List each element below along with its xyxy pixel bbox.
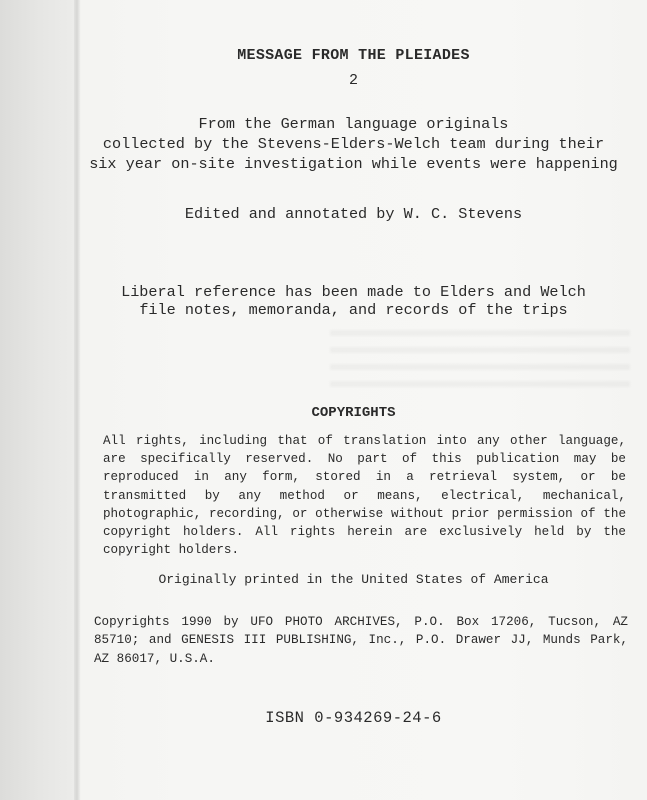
reference-line: file notes, memoranda, and records of the trips [139,301,568,319]
origin-line: collected by the Stevens-Elders-Welch team during their [102,135,605,153]
rights-paragraph: All rights, including that of translation into any other language, are specifically reserved. No part of this publication may be reproduced in any form, stored in a retrieval system, or be transmitted by any method or means, electrical, mechanical, photographic, recording, or otherwise without prior permission of the copyright holders. All rights herein are exclusively held by the copyright holders. [103,434,626,558]
isbn-number: ISBN 0-934269-24-6 [265,709,442,727]
printed-in-statement: Originally printed in the United States of America [158,572,549,587]
show-through-text [330,330,630,390]
book-title: MESSAGE FROM THE PLEIADES [237,47,470,64]
copyright-holders-paragraph: Copyrights 1990 by UFO PHOTO ARCHIVES, P.O. Box 17206, Tucson, AZ 85710; and GENESIS III PUBLISHING, Inc., P.O. Drawer JJ, Munds Park, AZ 86017, U.S.A. [94,615,628,666]
reference-line: Liberal reference has been made to Elders and Welch [121,283,586,301]
copyright-heading: COPYRIGHTS [311,405,396,421]
reference-statement [80,283,627,319]
origin-line: From the German language originals [198,115,509,133]
editor-credit: Edited and annotated by W. C. Stevens [184,205,523,223]
origin-statement [80,114,627,174]
origin-line: six year on-site investigation while events were happening [89,155,618,173]
volume-number: 2 [348,72,358,89]
